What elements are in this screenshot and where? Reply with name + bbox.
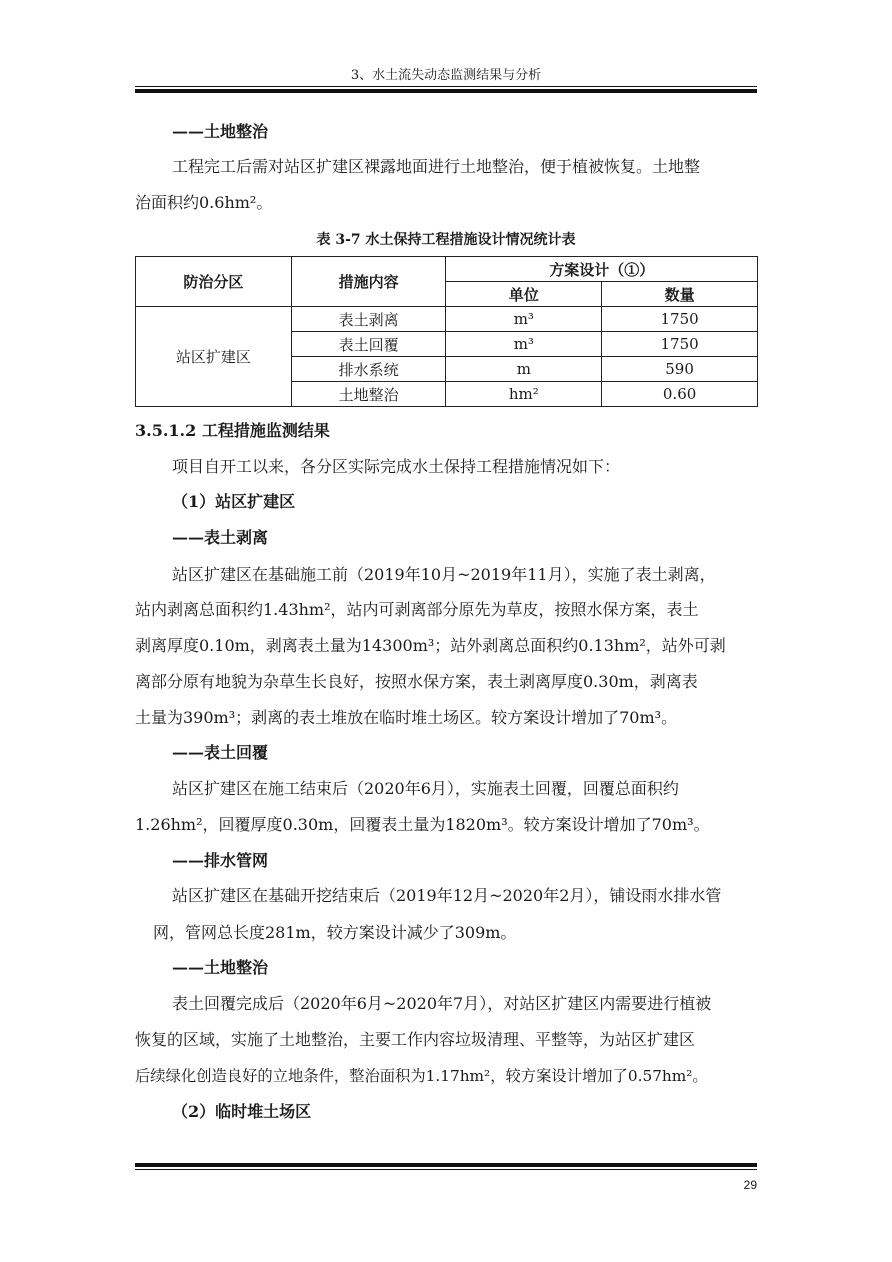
paragraph-line: 离部分原有地貌为杂草生长良好，按照水保方案，表土剥离厚度0.30m，剥离表 (135, 672, 698, 691)
section-heading-topsoil-backfill: ——表土回覆 (172, 743, 269, 762)
table-header-row (136, 257, 758, 282)
footer-rule-thick (135, 1163, 757, 1167)
paragraph-line: 项目自开工以来，各分区实际完成水土保持工程措施情况如下： (172, 457, 621, 476)
header-plan: 方案设计（①） (446, 257, 758, 282)
measure-cell: 表土回覆 (291, 332, 446, 357)
paragraph-line: 土量为390m³；剥离的表土堆放在临时堆土场区。较方案设计增加了70m³。 (135, 708, 678, 727)
section-heading-land-remediation: ——土地整治 (172, 122, 269, 141)
running-header: 3、水土流失动态监测结果与分析 (350, 68, 542, 83)
measures-table (135, 256, 758, 407)
unit-cell: m³ (446, 332, 602, 357)
measure-cell: 排水系统 (291, 357, 446, 382)
paragraph-line: 站区扩建区在基础施工前（2019年10月~2019年11月），实施了表土剥离， (172, 565, 716, 584)
paragraph-line: 工程完工后需对站区扩建区裸露地面进行土地整治，便于植被恢复。土地整 (172, 157, 701, 176)
section-heading-drainage-network: ——排水管网 (172, 851, 269, 870)
header-qty: 数量 (602, 282, 758, 307)
paragraph-line: 网，管网总长度281m，较方案设计减少了309m。 (153, 923, 517, 942)
paragraph-line: 站区扩建区在施工结束后（2020年6月），实施表土回覆，回覆总面积约 (172, 779, 679, 798)
zone-cell: 站区扩建区 (136, 307, 292, 407)
paragraph-line: 恢复的区域，实施了土地整治，主要工作内容垃圾清理、平整等，为站区扩建区 (135, 1030, 696, 1049)
section-heading-3-5-1-2: 3.5.1.2 工程措施监测结果 (135, 421, 330, 440)
paragraph-line: 站内剥离总面积约1.43hm²，站内可剥离部分原先为草皮，按照水保方案，表土 (135, 600, 699, 619)
paragraph-line: 1.26hm²，回覆厚度0.30m，回覆表土量为1820m³。较方案设计增加了70m³。 (135, 815, 710, 834)
footer-rule-thin (135, 1169, 757, 1170)
measure-cell: 表土剥离 (291, 307, 446, 332)
table-row (136, 307, 758, 332)
paragraph-line: 表土回覆完成后（2020年6月~2020年7月），对站区扩建区内需要进行植被 (172, 994, 712, 1013)
section-heading-topsoil-stripping: ——表土剥离 (172, 528, 269, 547)
section-heading-land-remediation-2: ——土地整治 (172, 958, 269, 977)
measure-cell: 土地整治 (291, 382, 446, 407)
paragraph-line: 剥离厚度0.10m，剥离表土量为14300m³；站外剥离总面积约0.13hm²，站外可剥 (135, 636, 726, 655)
paragraph-line: 治面积约0.6hm²。 (135, 193, 273, 212)
subsection-heading-temporary-spoil: （2）临时堆土场区 (172, 1102, 312, 1121)
page-number: 29 (743, 1178, 757, 1192)
unit-cell: hm² (446, 382, 602, 407)
header-rule-thin (135, 86, 757, 87)
unit-cell: m (446, 357, 602, 382)
paragraph-line: 站区扩建区在基础开挖结束后（2019年12月~2020年2月），铺设雨水排水管 (172, 886, 722, 905)
qty-cell: 0.60 (602, 382, 758, 407)
unit-cell: m³ (446, 307, 602, 332)
paragraph-line: 后续绿化创造良好的立地条件，整治面积为1.17hm²，较方案设计增加了0.57hm²。 (135, 1067, 708, 1085)
header-measure: 措施内容 (291, 257, 446, 307)
qty-cell: 590 (602, 357, 758, 382)
header-zone: 防治分区 (136, 257, 292, 307)
header-unit: 单位 (446, 282, 602, 307)
qty-cell: 1750 (602, 307, 758, 332)
header-rule-thick (135, 89, 757, 93)
subsection-heading-station-expansion: （1）站区扩建区 (172, 492, 296, 511)
table-caption: 表 3-7 水土保持工程措施设计情况统计表 (316, 232, 576, 248)
qty-cell: 1750 (602, 332, 758, 357)
